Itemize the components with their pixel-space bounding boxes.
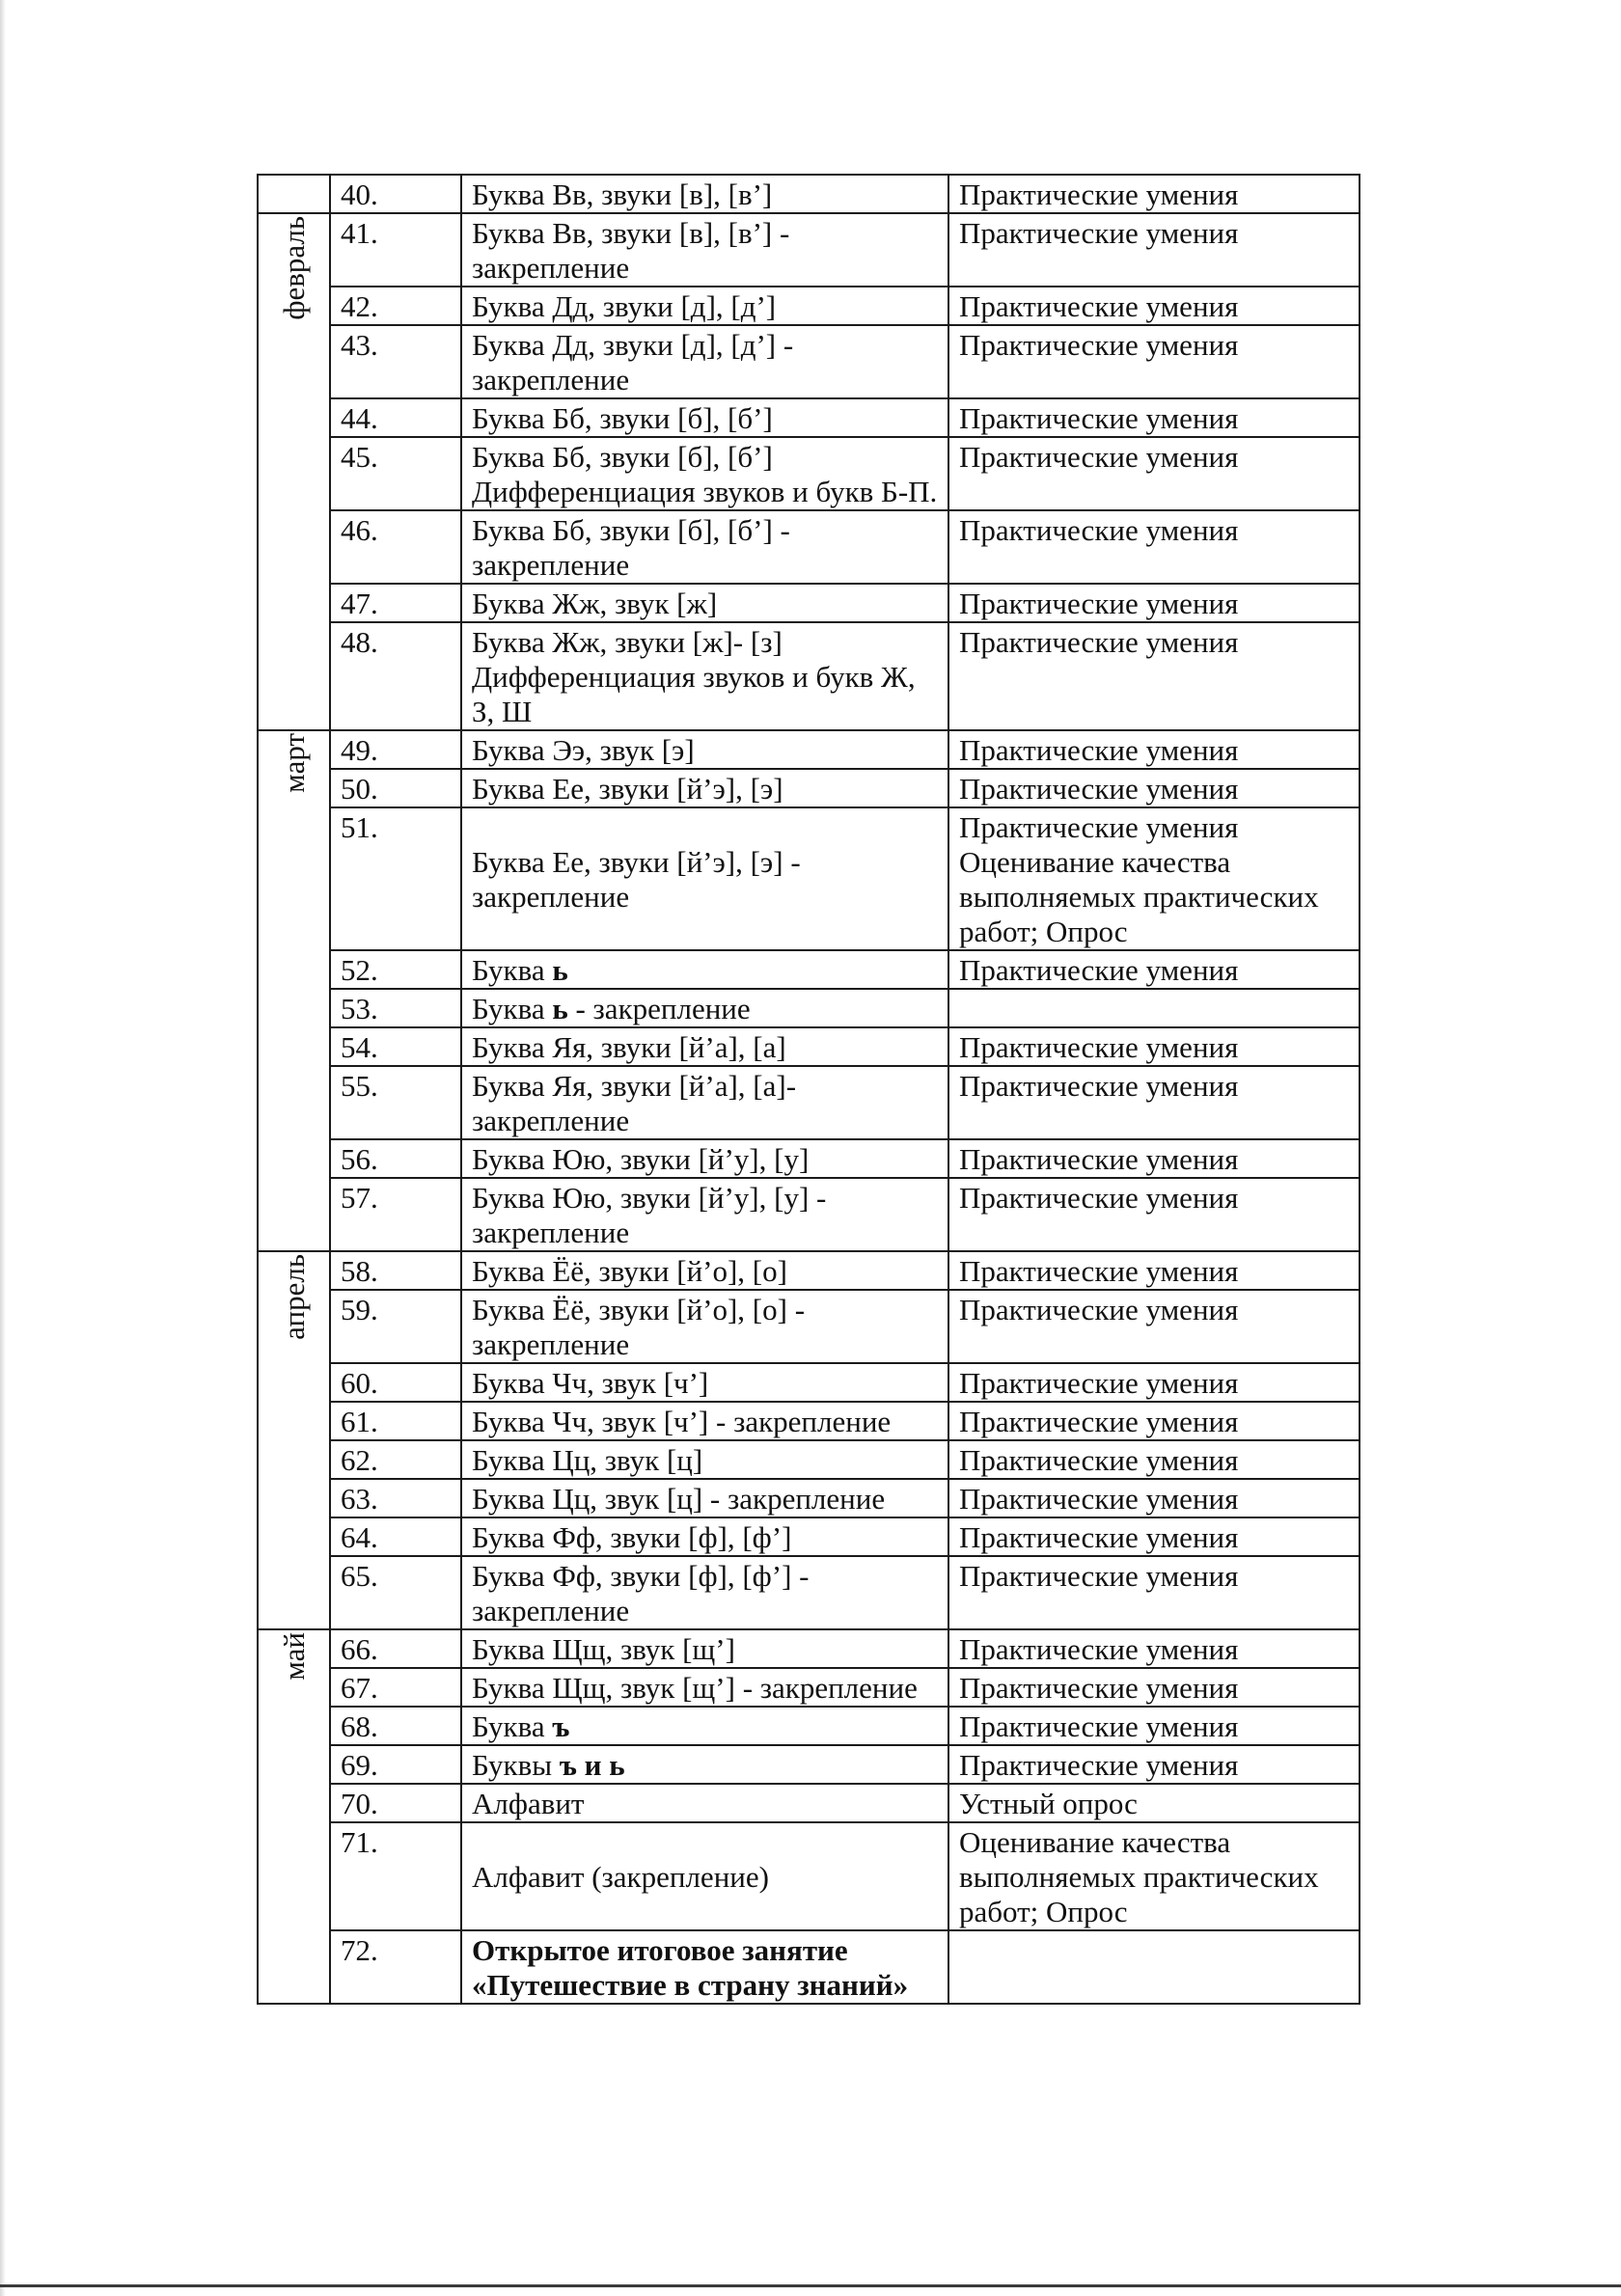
table-row xyxy=(258,1027,1360,1066)
month-label-may: май xyxy=(276,1632,311,1681)
control-form: Практические умения xyxy=(948,1178,1360,1251)
lesson-number: 65. xyxy=(330,1556,461,1629)
table-row xyxy=(258,989,1360,1027)
control-form: Практические умения xyxy=(948,1363,1360,1402)
lesson-topic: Буква Ее, звуки [й’э], [э] xyxy=(461,769,948,807)
month-label-march: март xyxy=(276,733,311,793)
lesson-number: 51. xyxy=(330,807,461,950)
lesson-topic xyxy=(461,1930,948,2004)
table-row xyxy=(258,1930,1360,2004)
page-scan-bottom-edge xyxy=(0,2284,1621,2287)
control-form: Практические умения xyxy=(948,1668,1360,1707)
table-row xyxy=(258,730,1360,769)
lesson-number: 56. xyxy=(330,1139,461,1178)
lesson-topic: Буква Чч, звук [ч’] - закрепление xyxy=(461,1402,948,1440)
control-form: Практические умения xyxy=(948,1402,1360,1440)
table-row xyxy=(258,1402,1360,1440)
control-form: Практические умения xyxy=(948,730,1360,769)
table-row xyxy=(258,807,1360,950)
control-form: Практические умения xyxy=(948,1556,1360,1629)
table-row xyxy=(258,1139,1360,1178)
table-row xyxy=(258,325,1360,398)
lesson-topic xyxy=(461,1707,948,1745)
lesson-topic: Буква Вв, звуки [в], [в’] xyxy=(461,175,948,213)
month-cell-april xyxy=(258,1251,330,1629)
table-row xyxy=(258,213,1360,287)
table-row xyxy=(258,950,1360,989)
lesson-number: 42. xyxy=(330,287,461,325)
table-row xyxy=(258,175,1360,213)
lesson-number: 45. xyxy=(330,437,461,510)
lesson-topic: Буква Жж, звуки [ж]- [з] Дифференциация звуков и букв Ж, З, Ш xyxy=(461,622,948,730)
lesson-topic: Буква Фф, звуки [ф], [ф’] xyxy=(461,1517,948,1556)
lesson-number: 41. xyxy=(330,213,461,287)
topic-prefix: Буква xyxy=(472,1709,553,1743)
lesson-number: 70. xyxy=(330,1784,461,1822)
control-form: Практические умения xyxy=(948,437,1360,510)
table-row xyxy=(258,287,1360,325)
lesson-number: 40. xyxy=(330,175,461,213)
table-row xyxy=(258,1363,1360,1402)
control-form: Практические умения xyxy=(948,1139,1360,1178)
month-cell-february xyxy=(258,213,330,730)
lesson-number: 61. xyxy=(330,1402,461,1440)
control-form: Практические умения xyxy=(948,398,1360,437)
topic-bold-letter: ь xyxy=(552,953,568,987)
control-form: Практические умения xyxy=(948,584,1360,622)
lesson-number: 68. xyxy=(330,1707,461,1745)
control-form: Практические умения xyxy=(948,1251,1360,1290)
lesson-topic: Буква Цц, звук [ц] xyxy=(461,1440,948,1479)
lesson-topic: Буква Фф, звуки [ф], [ф’] - закрепление xyxy=(461,1556,948,1629)
control-form: Практические умения xyxy=(948,510,1360,584)
table-row xyxy=(258,398,1360,437)
lesson-topic: Алфавит xyxy=(461,1784,948,1822)
lesson-number: 57. xyxy=(330,1178,461,1251)
lesson-number: 71. xyxy=(330,1822,461,1930)
table-row xyxy=(258,510,1360,584)
lesson-number: 60. xyxy=(330,1363,461,1402)
lesson-topic: Буква Вв, звуки [в], [в’] - закрепление xyxy=(461,213,948,287)
lesson-topic: Буква Бб, звуки [б], [б’] - закрепление xyxy=(461,510,948,584)
lesson-topic xyxy=(461,989,948,1027)
table-row xyxy=(258,1668,1360,1707)
table-row xyxy=(258,1251,1360,1290)
lesson-topic: Буква Щщ, звук [щ’] xyxy=(461,1629,948,1668)
table-row xyxy=(258,437,1360,510)
lesson-number: 53. xyxy=(330,989,461,1027)
control-form: Практические умения xyxy=(948,950,1360,989)
lesson-number: 69. xyxy=(330,1745,461,1784)
month-label-april: апрель xyxy=(276,1254,311,1340)
topic-final-lesson: Открытое итоговое занятие «Путешествие в страну знаний» xyxy=(472,1933,909,2002)
lesson-topic: Буква Бб, звуки [б], [б’] Дифференциация звуков и букв Б-П. xyxy=(461,437,948,510)
lesson-topic: Буква Юю, звуки [й’у], [у] xyxy=(461,1139,948,1178)
table-row xyxy=(258,1629,1360,1668)
month-label-february: февраль xyxy=(276,216,311,320)
control-form: Практические умения xyxy=(948,769,1360,807)
control-form: Устный опрос xyxy=(948,1784,1360,1822)
lesson-number: 66. xyxy=(330,1629,461,1668)
control-form: Практические умения xyxy=(948,1707,1360,1745)
control-form: Практические умения xyxy=(948,1290,1360,1363)
lesson-number: 67. xyxy=(330,1668,461,1707)
lesson-topic: Буква Щщ, звук [щ’] - закрепление xyxy=(461,1668,948,1707)
control-form: Практические умения Оценивание качества выполняемых практических работ; Опрос xyxy=(948,807,1360,950)
lesson-number: 44. xyxy=(330,398,461,437)
control-form: Практические умения xyxy=(948,1629,1360,1668)
control-form: Практические умения xyxy=(948,1027,1360,1066)
table-row xyxy=(258,1440,1360,1479)
control-form: Практические умения xyxy=(948,325,1360,398)
lesson-number: 54. xyxy=(330,1027,461,1066)
lesson-topic: Буква Юю, звуки [й’у], [у] - закрепление xyxy=(461,1178,948,1251)
lesson-number: 72. xyxy=(330,1930,461,2004)
topic-prefix: Буква xyxy=(472,953,553,987)
lesson-number: 64. xyxy=(330,1517,461,1556)
lesson-number: 58. xyxy=(330,1251,461,1290)
lesson-topic: Буква Яя, звуки [й’а], [а] xyxy=(461,1027,948,1066)
table-row xyxy=(258,1745,1360,1784)
lesson-number: 63. xyxy=(330,1479,461,1517)
lesson-topic: Алфавит (закрепление) xyxy=(461,1822,948,1930)
lesson-topic: Буква Ёё, звуки [й’о], [о] - закрепление xyxy=(461,1290,948,1363)
lesson-topic: Буква Цц, звук [ц] - закрепление xyxy=(461,1479,948,1517)
lesson-number: 59. xyxy=(330,1290,461,1363)
month-cell-march xyxy=(258,730,330,1251)
lesson-number: 47. xyxy=(330,584,461,622)
lesson-topic: Буква Жж, звук [ж] xyxy=(461,584,948,622)
lesson-number: 52. xyxy=(330,950,461,989)
table-row xyxy=(258,1290,1360,1363)
topic-bold-letter: ъ xyxy=(552,1709,570,1743)
control-form: Практические умения xyxy=(948,213,1360,287)
month-cell-empty xyxy=(258,175,330,213)
topic-bold-letters: ъ и ь xyxy=(559,1748,625,1782)
lesson-number: 55. xyxy=(330,1066,461,1139)
table-row xyxy=(258,1178,1360,1251)
lesson-topic: Буква Дд, звуки [д], [д’] xyxy=(461,287,948,325)
lesson-number: 48. xyxy=(330,622,461,730)
control-form: Практические умения xyxy=(948,1745,1360,1784)
lesson-number: 62. xyxy=(330,1440,461,1479)
table-row xyxy=(258,1556,1360,1629)
table-row xyxy=(258,1479,1360,1517)
lesson-topic: Буква Ээ, звук [э] xyxy=(461,730,948,769)
control-form: Практические умения xyxy=(948,287,1360,325)
table-row xyxy=(258,584,1360,622)
topic-prefix: Буквы xyxy=(472,1748,560,1782)
lesson-topic: Буква Дд, звуки [д], [д’] - закрепление xyxy=(461,325,948,398)
lesson-topic: Буква Ёё, звуки [й’о], [о] xyxy=(461,1251,948,1290)
topic-suffix: - закрепление xyxy=(567,992,751,1025)
table-row xyxy=(258,1822,1360,1930)
lesson-topic: Буква Бб, звуки [б], [б’] xyxy=(461,398,948,437)
control-form: Практические умения xyxy=(948,175,1360,213)
table-row xyxy=(258,1784,1360,1822)
topic-prefix: Буква xyxy=(472,992,553,1025)
lesson-plan-table xyxy=(257,174,1360,2005)
control-form xyxy=(948,989,1360,1027)
lesson-number: 43. xyxy=(330,325,461,398)
lesson-topic: Буква Чч, звук [ч’] xyxy=(461,1363,948,1402)
table-row xyxy=(258,1066,1360,1139)
table-row xyxy=(258,1517,1360,1556)
control-form xyxy=(948,1930,1360,2004)
table-row xyxy=(258,1707,1360,1745)
month-cell-may xyxy=(258,1629,330,2004)
control-form: Практические умения xyxy=(948,1479,1360,1517)
table-row xyxy=(258,769,1360,807)
topic-bold-letter: ь xyxy=(552,992,568,1025)
lesson-topic: Буква Ее, звуки [й’э], [э] - закрепление xyxy=(461,807,948,950)
lesson-number: 50. xyxy=(330,769,461,807)
lesson-topic: Буква Яя, звуки [й’а], [а]- закрепление xyxy=(461,1066,948,1139)
control-form: Практические умения xyxy=(948,1440,1360,1479)
lesson-number: 49. xyxy=(330,730,461,769)
table-row xyxy=(258,622,1360,730)
control-form: Оценивание качества выполняемых практических работ; Опрос xyxy=(948,1822,1360,1930)
lesson-number: 46. xyxy=(330,510,461,584)
control-form: Практические умения xyxy=(948,1066,1360,1139)
lesson-topic xyxy=(461,1745,948,1784)
control-form: Практические умения xyxy=(948,1517,1360,1556)
page-scan-edge xyxy=(0,0,6,2296)
control-form: Практические умения xyxy=(948,622,1360,730)
lesson-topic xyxy=(461,950,948,989)
